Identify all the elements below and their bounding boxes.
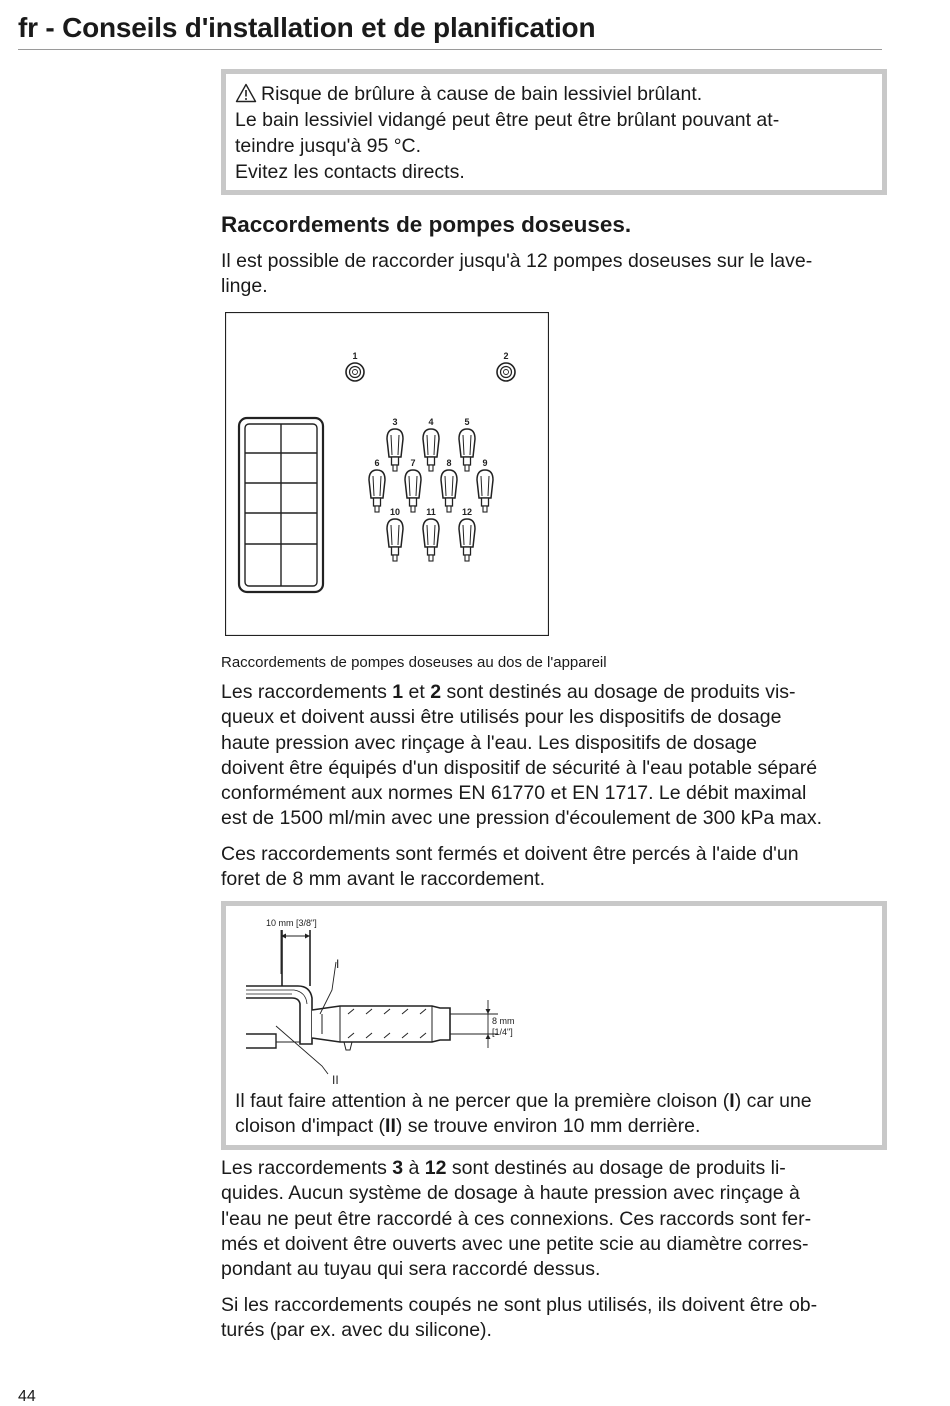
warning-box (221, 69, 887, 195)
figure-caption: Raccordements de pompes doseuses au dos de l'appareil (221, 654, 607, 671)
dimension-right-label-inch: [1/4"] (492, 1027, 513, 1037)
connector-label: 9 (482, 458, 488, 468)
label-partition-I: I (336, 957, 340, 971)
drilling-diagram (236, 914, 536, 1086)
dimension-top-label: 10 mm [3/8"] (266, 918, 317, 928)
drilling-note-box (221, 901, 887, 1150)
paragraph-connections-1-2: Les raccordements 1 et 2 sont destinés au dosage de produits vis- queux et doivent aussi être utilisés pour les dispositifs de dosage haute pression avec rinçage à l'eau. Les dispositifs de dosage doivent être équipés d'un dispositif de sécurité à l'eau potable séparé conformément aux normes EN 61770 et EN 1717. Le débit maximal est de 1500 ml/min avec une pression d'écoulement de 300 kPa max. (221, 681, 822, 830)
dosing-connections-diagram (225, 312, 549, 636)
connector-label: 1 (352, 351, 358, 361)
connector-label: 11 (426, 507, 436, 517)
connector-label: 5 (464, 417, 470, 427)
connector-label: 8 (446, 458, 452, 468)
warning-line: teindre jusqu'à 95 °C. (235, 135, 422, 157)
page-header (18, 12, 882, 50)
page-title: fr - Conseils d'installation et de planification (18, 12, 596, 43)
section-title: Raccordements de pompes doseuses. (221, 212, 632, 237)
label-partition-II: II (332, 1073, 339, 1086)
warning-line: Risque de brûlure à cause de bain lessiviel brûlant. (235, 81, 872, 107)
vent-grille (239, 418, 323, 592)
warning-line: Le bain lessiviel vidangé peut être peut être brûlant pouvant at- (235, 109, 780, 131)
connector-label: 6 (374, 458, 380, 468)
connector-label: 7 (410, 458, 416, 468)
warning-triangle-icon (235, 83, 257, 103)
paragraph-drilling: Ces raccordements sont fermés et doivent être percés à l'aide d'un foret de 8 mm avant le raccordement. (221, 843, 799, 891)
intro-paragraph: Il est possible de raccorder jusqu'à 12 pompes doseuses sur le lave- linge. (221, 250, 813, 298)
page-number: 44 (18, 1388, 36, 1405)
connector-label: 4 (428, 417, 434, 427)
warning-line: Evitez les contacts directs. (235, 161, 465, 183)
dimension-right-label: 8 mm (492, 1016, 515, 1026)
connector-label: 2 (503, 351, 509, 361)
connector-label: 3 (392, 417, 398, 427)
paragraph-sealing: Si les raccordements coupés ne sont plus utilisés, ils doivent être ob- turés (par ex. avec du silicone). (221, 1294, 818, 1342)
connector-label: 12 (461, 507, 473, 517)
connector-label: 10 (389, 507, 401, 517)
paragraph-connections-3-12: Les raccordements 3 à 12 sont destinés au dosage de produits li- quides. Aucun système de dosage à haute pression avec rinçage à l'eau ne peut être raccordé à ces connexions. Ces raccords sont fer- més et doivent être ouverts avec une petite scie au diamètre corres- pondant au tuyau qui sera raccordé dessus. (221, 1157, 812, 1281)
drilling-note-text: Il faut faire attention à ne percer que la première cloison (I) car une cloison d'impact (II) se trouve environ 10 mm derrière. (235, 1090, 812, 1138)
